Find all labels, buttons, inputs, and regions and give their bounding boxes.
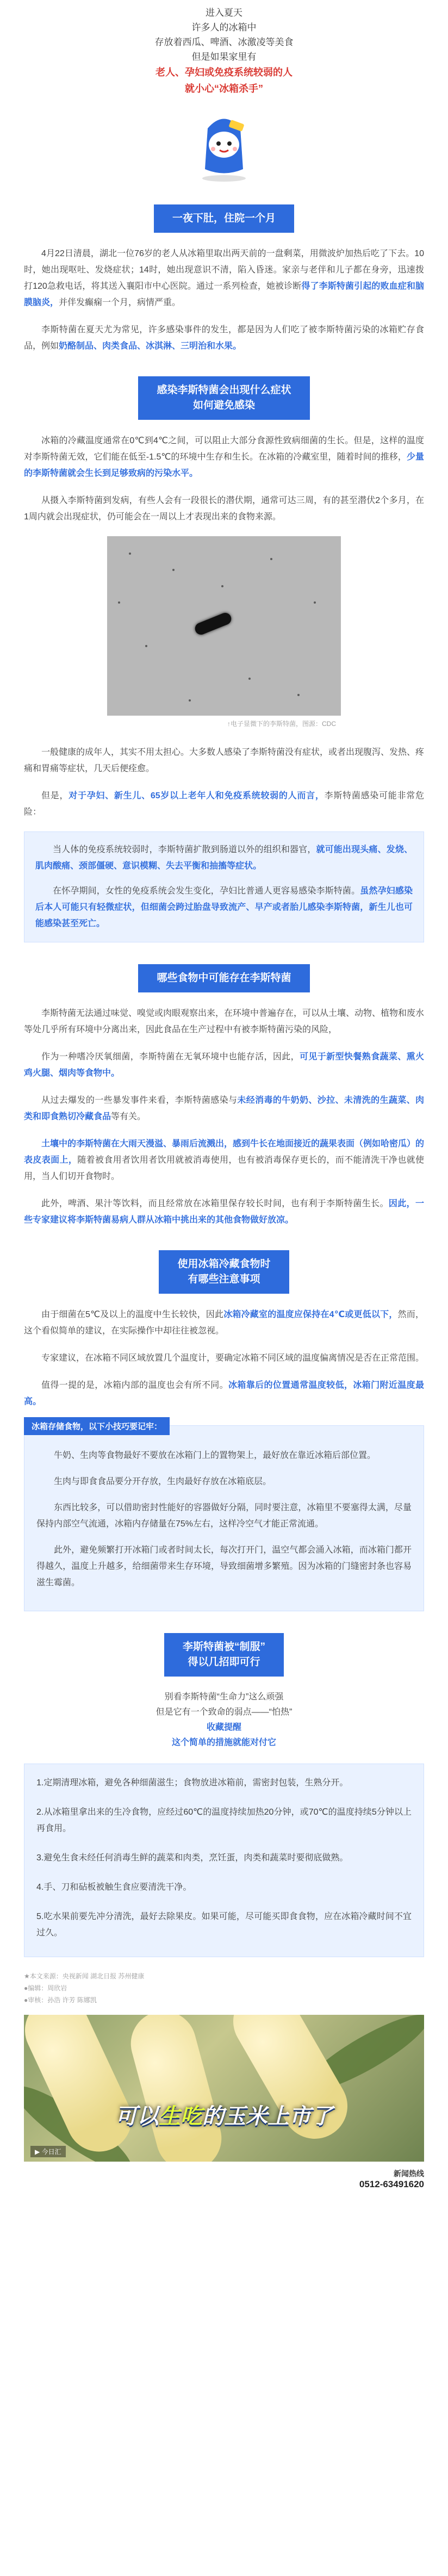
tip-item: 生肉与即食食品要分开存放，生肉最好存放在冰箱底层。: [54, 1477, 272, 1486]
paragraph: 专家建议，在冰箱不同区域放置几个温度计，要确定冰箱不同区域的温度偏离情况是否在正常范围。: [41, 1354, 425, 1363]
intro-line: 存放着西瓜、啤酒、冰激凌等美食: [154, 37, 294, 47]
section-title: [0, 1250, 448, 1294]
bacteria-rod-icon: [193, 611, 233, 637]
tip-item: 牛奶、生肉等食物最好不要放在冰箱门上的置物架上，最好放在靠近冰箱后部位置。: [54, 1451, 376, 1460]
section-title-box: 使用冰箱冷藏食物时 有哪些注意事项: [159, 1250, 289, 1294]
video-source-tag: ▶ 今日汇: [30, 2146, 66, 2157]
step-item: 3.避免生食未经任何消毒生鲜的蔬菜和肉类，烹饪蛋，肉类和蔬菜时要彻底做熟。: [36, 1853, 349, 1863]
section-title-box: 李斯特菌被“制服” 得以几招即可行: [164, 1633, 284, 1677]
image-caption: ↑电子显微下的李斯特菌，图源：CDC: [227, 720, 336, 728]
paragraph: 从摄入李斯特菌到发病，有些人会有一段很长的潜伏期，通常可达三周，有的甚至潜伏2个多月，在1周内就会出现症状，仍可能会在一周以上才表现出来的食物来源。: [24, 496, 424, 522]
intro-line: 但是如果家里有: [191, 52, 257, 62]
paragraph: 李斯特菌在夏天尤为常见，许多感染事件的发生，都是因为人们吃了被李斯特菌污染的冰箱贮存食品，例如奶酪制品、肉类食品、冰淇淋、三明治和水果。: [24, 325, 424, 351]
intro-line: 许多人的冰箱中: [191, 22, 257, 33]
steps-box: [24, 1764, 424, 1957]
paragraph: 李斯特菌无法通过味觉、嗅觉或肉眼观察出来，在环境中普遍存在，可以从土壤、动物、植物和废水等处几乎所有环境中分离出来，因此食品在生产过程中有被李斯特菌污染的风险，: [24, 1009, 425, 1034]
paragraph: 作为一种嗜冷厌氧细菌，李斯特菌在无氧环境中也能存活，因此，可见于新型快餐熟食蔬菜、熏火鸡火腿、烟肉等食物中。: [24, 1052, 424, 1078]
paragraph: 值得一提的是，冰箱内部的温度也会有所不同。冰箱靠后的位置通常温度较低，冰箱门附近温度最高。: [24, 1381, 424, 1406]
intro-block: [0, 0, 448, 183]
hotline-number[interactable]: 0512-63491620: [359, 2179, 424, 2189]
corn-image: [221, 2015, 359, 2151]
source-credits: [0, 1970, 448, 2006]
paragraph: 由于细菌在5℃及以上的温度中生长较快，因此冰箱冷藏室的温度应保持在4℃或更低以下，然而，这个看似简单的建议，在实际操作中却往往被忽视。: [24, 1310, 424, 1336]
section-title: [0, 204, 448, 233]
paragraph: 土壤中的李斯特菌在大雨天漫溢、暴雨后流溅出，感到牛长在地面接近的蔬果表面（例如哈密瓜）的表皮表面上，随着被食用者饮用者饮用就被消毒使用，也有被消毒保存更长的，而不能清洗干净也就使用，当人们切开食物时。: [24, 1139, 425, 1181]
paragraph: 但是，对于孕妇、新生儿、65岁以上老年人和免疫系统较弱的人而言，李斯特菌感染可能非常危险：: [24, 791, 424, 817]
closing-highlight: 这个简单的措施就能对付它: [171, 1738, 276, 1747]
tips-box: [24, 1422, 424, 1611]
step-item: 5.吃水果前要先冲分清洗，最好去除果皮。如果可能，尽可能买即食食物，应在冰箱冷藏时间不宜过久。: [36, 1912, 412, 1938]
paragraph: 在怀孕期间，女性的免疫系统会发生变化，孕妇比普通人更容易感染李斯特菌。虽然孕妇感染后本人可能只有轻微症状，但细菌会跨过胎盘导致流产、早产或者胎儿感染李斯特菌，新生儿也可能感染甚至死亡。: [35, 886, 413, 928]
tips-label: 冰箱存储食物，以下小技巧要记牢：: [24, 1417, 170, 1435]
highlight-box: [24, 831, 424, 942]
intro-warning-line: 就小心“冰箱杀手”: [185, 83, 263, 94]
paragraph: 当人体的免疫系统较弱时，李斯特菌扩散到肠道以外的组织和器官，就可能出现头痛、发烧、肌肉酸痛、颈部僵硬、意识模糊、失去平衡和抽搐等症状。: [35, 845, 413, 871]
closing-line: 别看李斯特菌“生命力”这么顽强: [164, 1692, 284, 1702]
intro-line: 进入夏天: [206, 8, 242, 18]
step-item: 4.手、刀和砧板被触生食应要清洗干净。: [36, 1883, 192, 1892]
reviewer-line: ●审核：孙浩 许芳 陈娜凯: [24, 1996, 97, 2004]
step-item: 1.定期清理冰箱，避免各种细菌滋生；食物放进冰箱前，需密封包装，生熟分开。: [36, 1778, 349, 1787]
tip-item: 东西比较多，可以借助密封性能好的容器做好分隔，同时要注意，冰箱里不要塞得太满，尽量保持内部空气流通，冰箱内存储量在75%左右，这样冷空气才能正常流通。: [36, 1503, 412, 1529]
section-title: [0, 376, 448, 420]
section-title-box: 一夜下肚，住院一个月: [154, 204, 294, 233]
editor-line: ●编辑：周欣岩: [24, 1984, 67, 1992]
corn-image: [24, 2015, 142, 2162]
paragraph: 冰箱的冷藏温度通常在0℃到4℃之间，可以阻止大部分食源性致病细菌的生长。但是，这样的温度对李斯特菌无效，它们能在低至-1.5℃的环境中生存和生长。在冰箱的冷藏室里，随着时间的推移，少量的李斯特菌就会生长到足够致病的污染水平。: [24, 436, 424, 478]
step-item: 2.从冰箱里拿出来的生冷食物，应经过60℃的温度持续加热20分钟，或70℃的温度持续5分钟以上再食用。: [36, 1808, 412, 1833]
video-headline: 可以生吃的玉米上市了: [115, 2105, 333, 2128]
related-video-card[interactable]: [24, 2015, 424, 2162]
mascot-icon: [191, 107, 257, 183]
tip-item: 此外，避免频繁打开冰箱门或者时间太长，每次打开门，温空气都会涌入冰箱，而冰箱门都开得越久，温度上升越多，给细菌带来生存环境，导致细菌增多繁殖。因为冰箱的门缝密封条也容易滋生霉菌。: [36, 1545, 412, 1587]
section-title-box: 哪些食物中可能存在李斯特菌: [138, 964, 309, 992]
bacteria-micrograph-image: [107, 536, 341, 716]
news-hotline: [0, 2168, 448, 2190]
paragraph: 此外，啤酒、果汁等饮料，而且经常放在冰箱里保存较长时间，也有利于李斯特菌生长。因此，一些专家建议将李斯特菌易病人群从冰箱中挑出来的其他食物做好放凉。: [24, 1199, 424, 1225]
section-title: [0, 964, 448, 992]
closing-highlight: 收藏提醒: [206, 1723, 241, 1732]
intro-warning-line: 老人、孕妇或免疫系统较弱的人: [155, 67, 293, 78]
corn-image: [123, 2015, 229, 2162]
paragraph: 从过去爆发的一些暴发事件来看，李斯特菌感染与未经消毒的牛奶奶、沙拉、未清洗的生蔬菜、肉类和即食熟切冷藏食品等有关。: [24, 1096, 424, 1121]
hotline-label: 新闻热线: [394, 2169, 424, 2178]
section-title-box: 感染李斯特菌会出现什么症状 如何避免感染: [138, 376, 309, 420]
closing-line: 但是它有一个致命的弱点——“怕热”: [155, 1708, 293, 1717]
section-title: [0, 1633, 448, 1677]
source-line: ★本文来源：央视新闻 湖北日报 苏州健康: [24, 1972, 145, 1980]
paragraph: 一般健康的成年人，其实不用太担心。大多数人感染了李斯特菌没有症状，或者出现腹泻、发热、疼痛和胃痛等症状，几天后便痊愈。: [24, 748, 425, 773]
closing-block: [0, 1690, 448, 1751]
paragraph: 4月22日清晨，湖北一位76岁的老人从冰箱里取出两天前的一盘剩菜，用微波炉加热后吃了下去。10时，她出现呕吐、发烧症状；14时，她出现意识不清，陷入昏迷。家亲与老伴和儿子都在身旁，迅速拨打120急救电话，将其送入襄阳市中心医院。通过一系列检查，她被诊断得了李斯特菌引起的败血症和脑膜脑炎，并伴发癫痫一个月，病情严重。: [24, 249, 424, 307]
